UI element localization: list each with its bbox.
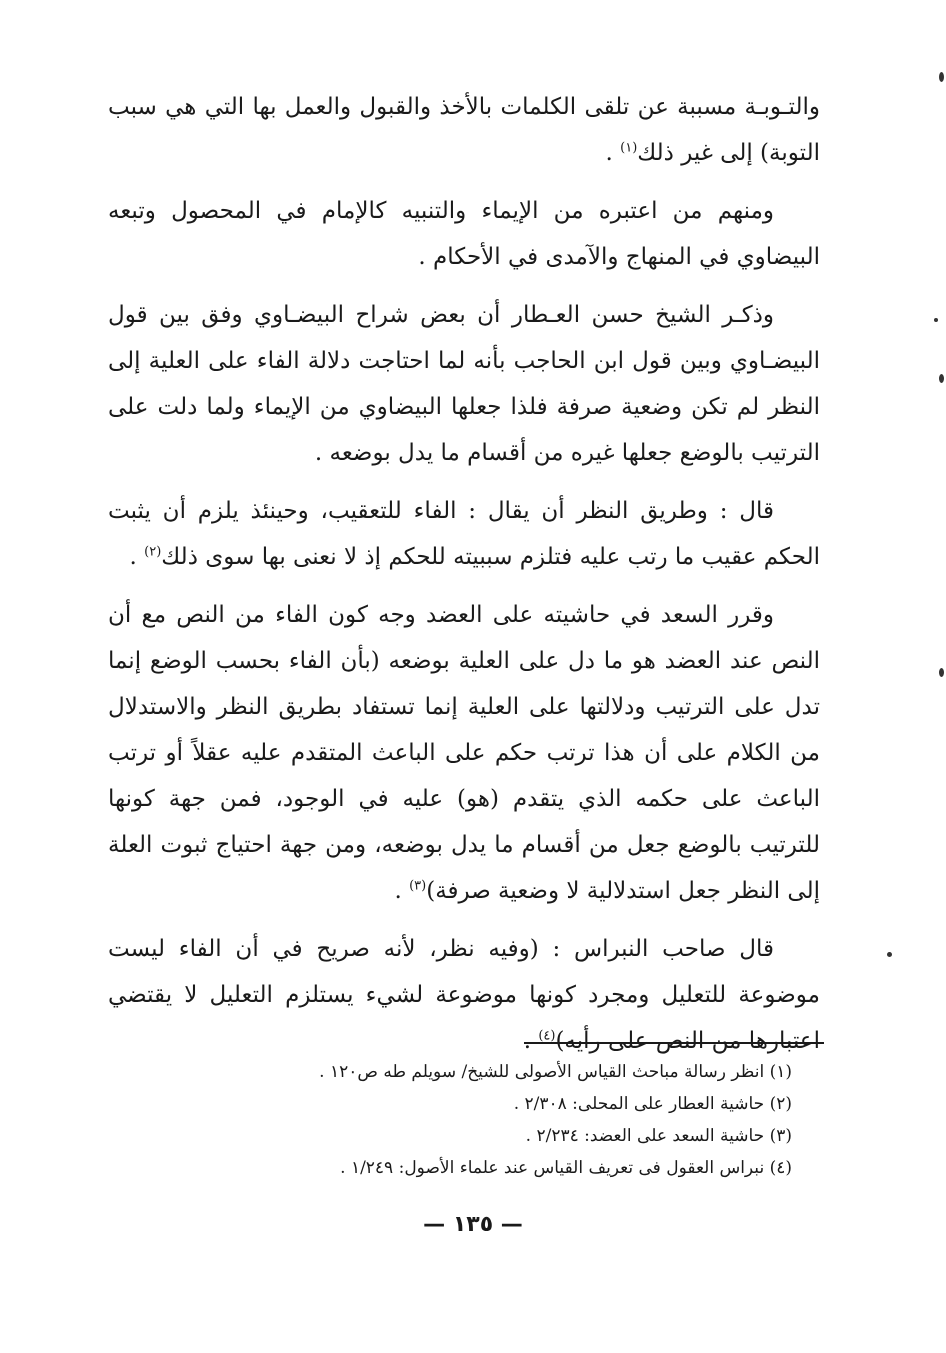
paragraph-5 (108, 592, 820, 914)
scan-speck (887, 952, 892, 957)
paragraph-1-text: والتـوبـة مسببة عن تلقى الكلمات بالأخذ والقبول والعمل بها التي هي سبب التوبة) إلى غير ذلك (108, 94, 820, 166)
page-body (108, 84, 820, 1076)
footnote-ref-4[interactable]: (٤) (538, 1028, 556, 1044)
paragraph-1-tail: . (605, 140, 621, 166)
footnotes (152, 1056, 792, 1184)
footnote-3: (٣) حاشية السعد على العضد: ٢/٢٣٤ . (525, 1126, 792, 1146)
paragraph-6-text: قال صاحب النبراس : (وفيه نظر، لأنه صريح في أن الفاء ليست موضوعة للتعليل ومجرد كونها موضوعة لشيء يستلزم التعليل لا يقتضي اعتبارها من النص على رأيه) (108, 936, 820, 1054)
paragraph-4-text: قال : وطريق النظر أن يقال : الفاء للتعقيب، وحينئذ يلزم أن يثبت الحكم عقيب ما رتب عليه فتلزم سببيته للحكم إذ لا نعنى بها سوى ذلك (108, 498, 820, 570)
footnote-1: (١) انظر رسالة مباحث القياس الأصولى للشيخ/ سويلم طه ص١٢٠ . (319, 1062, 792, 1082)
paragraph-5-tail: . (394, 878, 410, 904)
paragraph-1 (108, 84, 820, 176)
footnote-ref-1[interactable]: (١) (620, 140, 638, 156)
main-text (108, 84, 820, 1064)
paragraph-3-text: وذكـر الشيخ حسن العـطار أن بعض شراح البيضـاوي وفق بين قول البيضـاوي وبين قول ابن الحاجب بأنه لما احتاجت دلالة الفاء على العلية إلى النظر لم تكن وضعية صرفة فلذا جعلها البيضاوي من الإيماء ولما دلت على الترتيب بالوضع جعلها غيره من أقسام ما يدل بوضعه . (108, 302, 820, 466)
footnote-divider (524, 1042, 824, 1044)
footnote-2: (٢) حاشية العطار على المحلى: ٢/٣٠٨ . (513, 1094, 792, 1114)
scan-speck (939, 668, 944, 677)
page-number: — ١٣٥ — (423, 1212, 523, 1237)
paragraph-4-tail: . (129, 544, 145, 570)
footnote-ref-3[interactable]: (٣) (409, 878, 427, 894)
paragraph-3 (108, 292, 820, 476)
scan-speck (939, 72, 944, 82)
paragraph-6-tail: . (523, 1028, 539, 1054)
footnote-ref-2[interactable]: (٢) (144, 544, 162, 560)
paragraph-2 (108, 188, 820, 280)
scan-speck (939, 374, 944, 383)
paragraph-2-text: ومنهم من اعتبره من الإيماء والتنبيه كالإمام في المحصول وتبعه البيضاوي في المنهاج والآمدى في الأحكام . (108, 198, 820, 270)
footnote-4: (٤) نبراس العقول فى تعريف القياس عند علماء الأصول: ١/٢٤٩ . (340, 1158, 792, 1178)
scan-speck (934, 318, 938, 322)
paragraph-5-text: وقرر السعد في حاشيته على العضد وجه كون الفاء من النص مع أن النص عند العضد هو ما دل على العلية بوضعه (بأن الفاء بحسب الوضع إنما تدل على الترتيب ودلالتها على العلية إنما تستفاد بطريق النظر والاستدلال من الكلام على أن هذا ترتب حكم على الباعث المتقدم عليه عقلاً أو ترتب الباعث على حكمه الذي يتقدم (هو) عليه في الوجود، فمن جهة كونها للترتيب بالوضع جعل من أقسام ما يدل بوضعه، ومن جهة احتياج ثبوت العلة إلى النظر جعل استدلالية لا وضعية صرفة) (108, 602, 820, 904)
paragraph-4 (108, 488, 820, 580)
